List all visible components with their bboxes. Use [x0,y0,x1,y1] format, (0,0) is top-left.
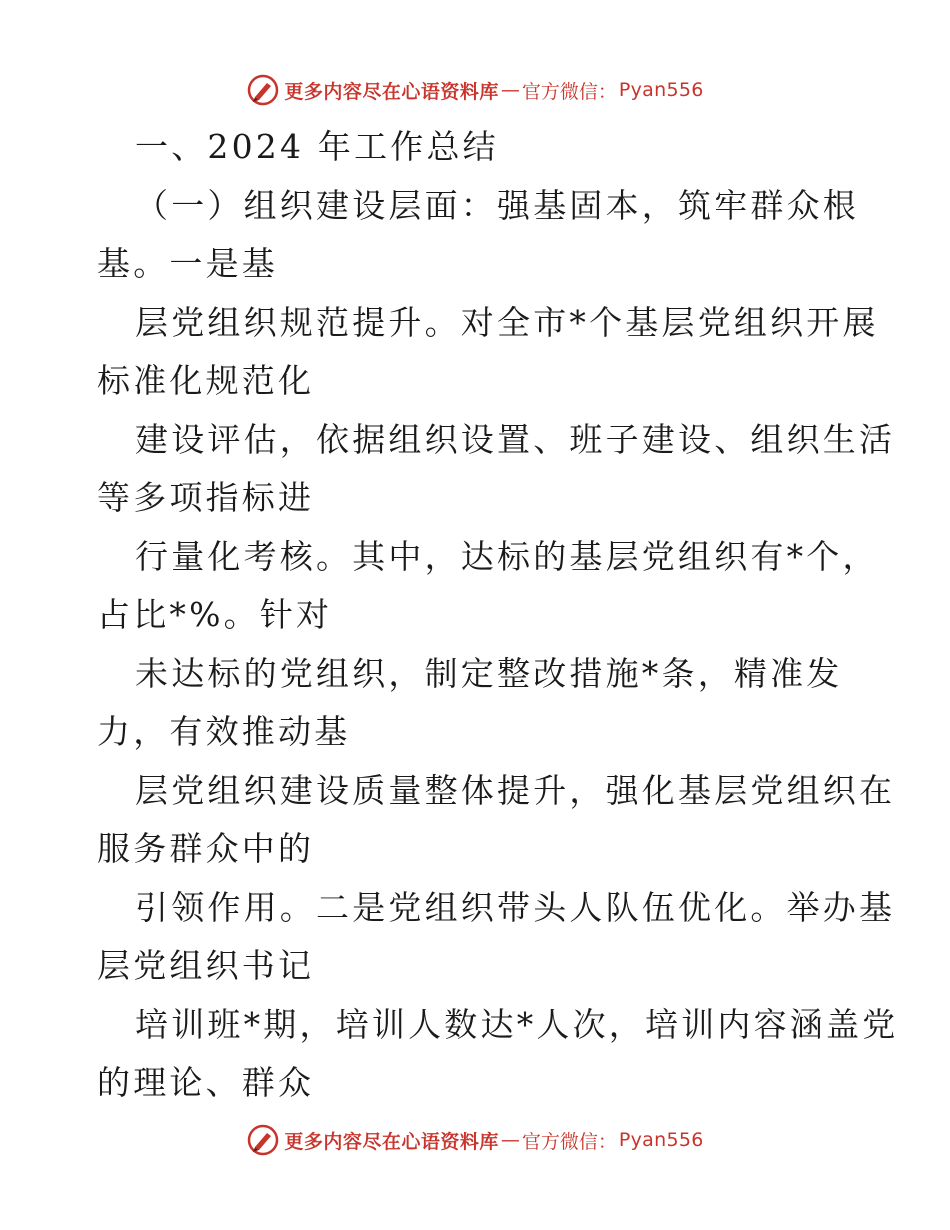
paragraph-line: 力，有效推动基 [97,712,351,751]
paragraph-line: 等多项指标进 [97,478,315,517]
paragraph-line: 标准化规范化 [97,361,315,400]
footer-watermark [0,1120,950,1160]
section-heading: 一、2024 年工作总结 [135,127,499,166]
pen-seal-icon [246,1123,280,1157]
paragraph-line: 占比*%。针对 [97,595,333,634]
paragraph-line: 层党组织书记 [97,946,315,985]
watermark-handle: Pyan556 [618,79,704,101]
paragraph-line: 服务群众中的 [97,829,315,868]
paragraph-line: 引领作用。二是党组织带头人队伍优化。举办基 [135,888,896,927]
paragraph-line: 层党组织建设质量整体提升，强化基层党组织在 [135,771,896,810]
watermark-wechat-label: 官方微信： [521,80,617,103]
watermark-site: 更多内容尽在心语资料库 [284,80,499,103]
subsection-heading: （一）组织建设层面：强基固本，筑牢群众根 [135,186,859,225]
watermark-site: 更多内容尽在心语资料库 [284,1130,499,1153]
paragraph-line: 行量化考核。其中，达标的基层党组织有*个， [135,537,879,576]
watermark-wechat-label: 官方微信： [521,1130,617,1153]
paragraph-line: 基。一是基 [97,244,278,283]
paragraph-line: 的理论、群众 [97,1063,315,1102]
watermark-handle: Pyan556 [618,1129,704,1151]
watermark-separator: — [500,1129,520,1151]
paragraph-line: 培训班*期，培训人数达*人次，培训内容涵盖党 [135,1005,899,1044]
watermark-separator: — [500,79,520,101]
paragraph-line: 建设评估，依据组织设置、班子建设、组织生活 [135,420,896,459]
paragraph-line: 未达标的党组织，制定整改措施*条，精准发 [135,654,843,693]
paragraph-line: 层党组织规范提升。对全市*个基层党组织开展 [135,303,879,342]
